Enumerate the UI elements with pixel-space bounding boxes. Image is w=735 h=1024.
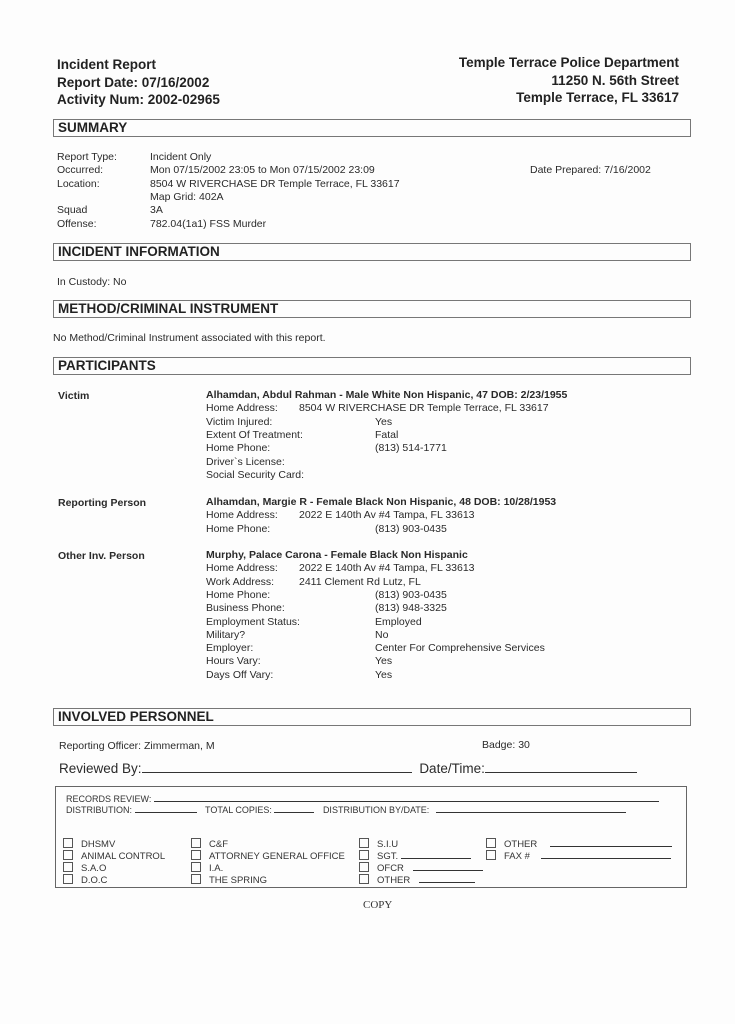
report-header-left	[57, 56, 220, 109]
date-prepared: Date Prepared: 7/16/2002	[530, 164, 651, 176]
home-phone-value: (813) 514-1771	[375, 442, 447, 455]
business-phone-value: (813) 948-3325	[375, 602, 447, 615]
activity-number: Activity Num: 2002-02965	[57, 92, 220, 107]
section-summary-heading: SUMMARY	[53, 119, 691, 137]
field-label: Hours Vary:	[206, 655, 261, 668]
field-label: Employer:	[206, 642, 254, 655]
field-label: Location:	[57, 177, 100, 190]
department-name: Temple Terrace Police Department	[458, 55, 679, 70]
checkbox-column-3	[359, 838, 483, 886]
method-text: No Method/Criminal Instrument associated with this report.	[53, 332, 326, 344]
participant-name: Murphy, Palace Carona - Female Black Non Hispanic	[206, 549, 468, 561]
department-street: 11250 N. 56th Street	[551, 72, 679, 88]
checkbox-attorney-general[interactable]: ATTORNEY GENERAL OFFICE	[191, 850, 345, 862]
section-method-heading: METHOD/CRIMINAL INSTRUMENT	[53, 300, 691, 318]
checkbox-icon[interactable]	[63, 862, 73, 872]
report-type-value: Incident Only	[150, 151, 212, 163]
participant-name: Alhamdan, Margie R - Female Black Non Hispanic, 48 DOB: 10/28/1953	[206, 496, 557, 508]
ofcr-line[interactable]	[413, 869, 483, 871]
field-label: Squad	[57, 204, 88, 217]
total-copies-label: TOTAL COPIES:	[205, 805, 272, 815]
total-copies-line[interactable]	[274, 811, 314, 813]
section-involved-personnel-heading: INVOLVED PERSONNEL	[53, 708, 691, 726]
employment-status-value: Employed	[375, 615, 422, 628]
department-city: Temple Terrace, FL 33617	[516, 90, 679, 105]
field-label: Report Type:	[57, 151, 117, 163]
records-review-label: RECORDS REVIEW:	[66, 794, 152, 804]
checkbox-icon[interactable]	[359, 874, 369, 884]
field-label: Home Phone:	[206, 588, 271, 601]
field-label: Driver`s License:	[206, 455, 285, 468]
home-address-value: 8504 W RIVERCHASE DR Temple Terrace, FL 33617	[299, 402, 549, 415]
checkbox-column-4	[486, 838, 672, 862]
work-address-value: 2411 Clement Rd Lutz, FL	[299, 575, 421, 588]
reporting-officer: Reporting Officer: Zimmerman, M	[59, 740, 215, 752]
field-label: Home Phone:	[206, 522, 271, 535]
home-phone-value: (813) 903-0435	[375, 522, 447, 535]
location-value: 8504 W RIVERCHASE DR Temple Terrace, FL 33617	[150, 177, 400, 190]
in-custody: In Custody: No	[57, 276, 127, 288]
field-label: Social Security Card:	[206, 468, 305, 481]
participant-role-victim: Victim	[58, 390, 90, 402]
treatment-value: Fatal	[375, 428, 399, 441]
days-off-vary-value: Yes	[375, 668, 393, 681]
military-value: No	[375, 628, 389, 641]
checkbox-sgt[interactable]: SGT.	[359, 850, 483, 862]
date-time-label: Date/Time:	[419, 761, 485, 776]
checkbox-icon[interactable]	[191, 838, 201, 848]
report-title: Incident Report	[57, 57, 157, 72]
field-label: Extent Of Treatment:	[206, 428, 303, 441]
employer-value: Center For Comprehensive Services	[375, 642, 545, 655]
distribution-label: DISTRIBUTION:	[66, 805, 133, 815]
checkbox-ofcr[interactable]: OFCR	[359, 862, 483, 874]
field-label: Days Off Vary:	[206, 668, 274, 681]
occurred-value: Mon 07/15/2002 23:05 to Mon 07/15/2002 23:09	[150, 164, 375, 177]
checkbox-icon[interactable]	[486, 850, 496, 860]
checkbox-the-spring[interactable]: THE SPRING	[191, 874, 345, 886]
field-label: Employment Status:	[206, 615, 300, 628]
section-participants-heading: PARTICIPANTS	[53, 357, 691, 375]
records-review-row	[66, 794, 659, 804]
hours-vary-value: Yes	[375, 655, 393, 668]
field-label: Occurred:	[57, 164, 104, 177]
checkbox-dhsmv[interactable]: DHSMV	[63, 838, 165, 850]
distribution-by-date-label: DISTRIBUTION BY/DATE:	[322, 805, 430, 815]
field-label: Home Address:	[206, 562, 278, 575]
checkbox-column-2	[191, 838, 345, 886]
home-address-value: 2022 E 140th Av #4 Tampa, FL 33613	[299, 509, 475, 522]
checkbox-animal-control[interactable]: ANIMAL CONTROL	[63, 850, 165, 862]
checkbox-sao[interactable]: S.A.O	[63, 862, 165, 874]
checkbox-other-3[interactable]: OTHER	[359, 874, 483, 886]
reviewed-by-line[interactable]	[142, 771, 412, 773]
home-phone-value: (813) 903-0435	[375, 588, 447, 601]
reviewed-by-row	[59, 761, 637, 776]
date-time-line[interactable]	[485, 771, 637, 773]
checkbox-cf[interactable]: C&F	[191, 838, 345, 850]
offense-value: 782.04(1a1) FSS Murder	[150, 217, 267, 230]
other-line[interactable]	[550, 845, 672, 847]
section-incident-information-heading: INCIDENT INFORMATION	[53, 243, 691, 261]
badge-number: Badge: 30	[482, 739, 530, 751]
checkbox-icon[interactable]	[359, 862, 369, 872]
checkbox-icon[interactable]	[63, 838, 73, 848]
fax-line[interactable]	[541, 857, 671, 859]
checkbox-icon[interactable]	[63, 850, 73, 860]
field-label: Business Phone:	[206, 602, 285, 615]
checkbox-icon[interactable]	[191, 874, 201, 884]
field-label: Home Address:	[206, 509, 278, 522]
field-label: Offense:	[57, 217, 97, 230]
map-grid-value: Map Grid: 402A	[150, 190, 224, 203]
checkbox-ia[interactable]: I.A.	[191, 862, 345, 874]
checkbox-doc[interactable]: D.O.C	[63, 874, 165, 886]
field-label: Military?	[206, 628, 246, 641]
records-review-line[interactable]	[154, 800, 659, 802]
checkbox-other-4[interactable]: OTHER	[486, 838, 672, 850]
distribution-by-date-line[interactable]	[436, 811, 626, 813]
checkbox-icon[interactable]	[191, 862, 201, 872]
distribution-row	[66, 805, 626, 815]
checkbox-icon[interactable]	[359, 850, 369, 860]
checkbox-icon[interactable]	[191, 850, 201, 860]
department-address	[459, 54, 679, 107]
field-label: Work Address:	[206, 575, 275, 588]
participant-name: Alhamdan, Abdul Rahman - Male White Non Hispanic, 47 DOB: 2/23/1955	[206, 389, 568, 401]
checkbox-column-1	[63, 838, 165, 886]
checkbox-siu[interactable]: S.I.U	[359, 838, 483, 850]
field-label: Home Phone:	[206, 442, 271, 455]
copy-stamp: COPY	[363, 899, 393, 911]
squad-value: 3A	[150, 204, 163, 217]
home-address-value: 2022 E 140th Av #4 Tampa, FL 33613	[299, 562, 475, 575]
checkbox-icon[interactable]	[486, 838, 496, 848]
report-date: Report Date: 07/16/2002	[57, 74, 210, 90]
sgt-line[interactable]	[401, 857, 471, 859]
field-label: Victim Injured:	[206, 415, 273, 428]
other-line[interactable]	[419, 881, 475, 883]
distribution-line[interactable]	[135, 811, 197, 813]
field-label: Home Address:	[206, 402, 278, 415]
participant-role-other: Other Inv. Person	[58, 550, 145, 562]
victim-injured-value: Yes	[375, 415, 393, 428]
checkbox-icon[interactable]	[63, 874, 73, 884]
checkbox-icon[interactable]	[359, 838, 369, 848]
reviewed-by-label: Reviewed By:	[59, 761, 142, 776]
checkbox-fax[interactable]: FAX #	[486, 850, 672, 862]
participant-role-reporting: Reporting Person	[58, 497, 147, 509]
